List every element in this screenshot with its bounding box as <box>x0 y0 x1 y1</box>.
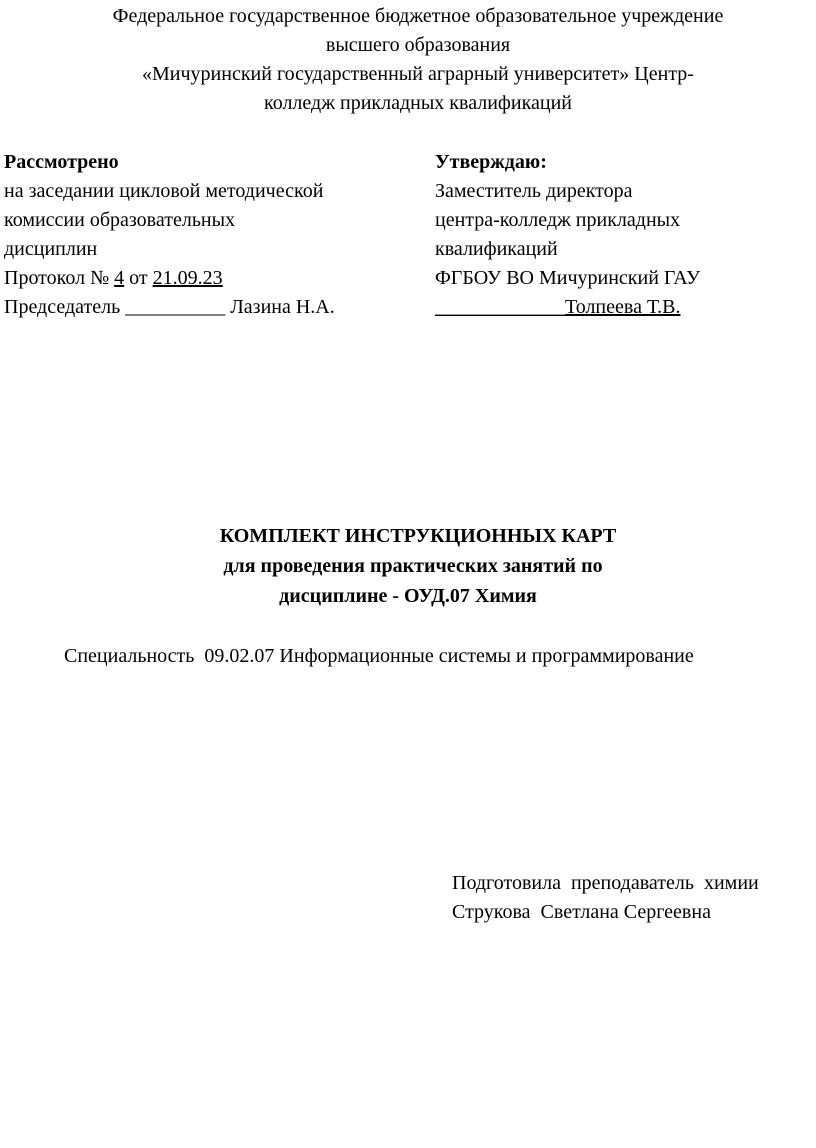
protocol-number: 4 <box>114 267 125 289</box>
header-line-1: Федеральное государственное бюджетное образовательное учреждение <box>112 5 724 27</box>
considered-line-3: дисциплин <box>4 238 98 260</box>
chair-name: Лазина Н.А. <box>230 296 335 318</box>
title-line-3: дисциплине - ОУД.07 Химия <box>279 585 537 607</box>
document-title <box>0 521 816 611</box>
considered-heading: Рассмотрено <box>4 151 119 173</box>
title-line-1: КОМПЛЕКТ ИНСТРУКЦИОННЫХ КАРТ <box>219 525 617 547</box>
protocol-line <box>4 264 335 293</box>
title-line-2: для проведения практических занятий по <box>223 555 603 577</box>
considered-line-1: на заседании цикловой методической <box>4 180 324 202</box>
considered-block <box>4 148 335 322</box>
protocol-date: 21.09.23 <box>152 267 223 289</box>
approved-line-3: квалификаций <box>435 238 558 260</box>
chair-signature-blank: __________ <box>125 296 226 318</box>
signature-name: Толпеева Т.В. <box>565 296 681 318</box>
approved-line-4: ФГБОУ ВО Мичуринский ГАУ <box>435 267 701 289</box>
approved-heading: Утверждаю: <box>435 151 547 173</box>
considered-line-2: комиссии образовательных <box>4 209 236 231</box>
header-line-4: колледж прикладных квалификаций <box>264 92 572 114</box>
author-line-1: Подготовила преподаватель химии <box>452 872 759 894</box>
chair-label: Председатель <box>4 296 121 318</box>
specialty-line: Специальность 09.02.07 Информационные системы и программирование <box>64 645 694 667</box>
protocol-prefix: Протокол № <box>4 267 115 289</box>
protocol-from: от <box>124 267 153 289</box>
approved-block <box>435 148 700 322</box>
approved-line-2: центра-колледж прикладных <box>435 209 681 231</box>
institution-header <box>0 2 816 118</box>
signature-blank: _____________ <box>435 296 565 318</box>
header-line-2: высшего образования <box>325 34 511 56</box>
header-line-3: «Мичуринский государственный аграрный университет» Центр- <box>142 63 694 85</box>
chair-line <box>4 293 335 322</box>
approved-line-1: Заместитель директора <box>435 180 633 202</box>
author-line-2: Струкова Светлана Сергеевна <box>452 901 711 923</box>
author-block <box>452 869 759 927</box>
signature-line <box>435 293 700 322</box>
